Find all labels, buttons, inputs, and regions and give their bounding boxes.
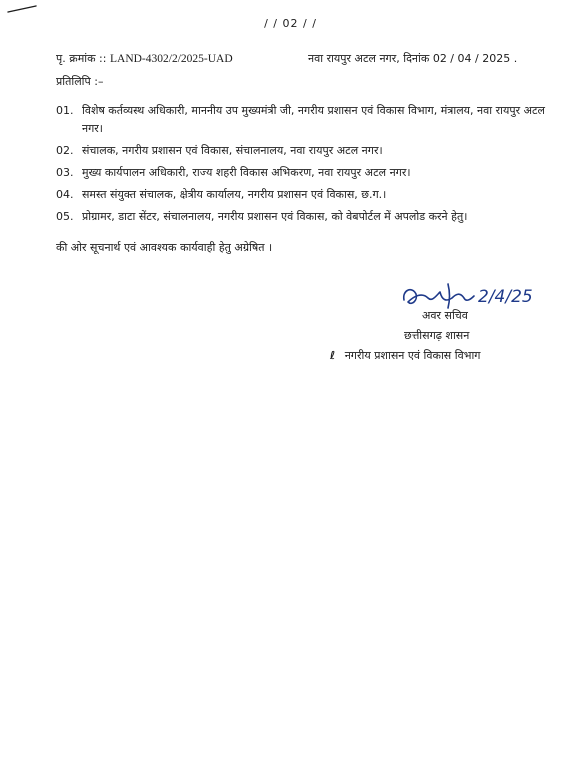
recipient-number: 05. — [56, 210, 74, 223]
recipient-text: प्रोग्रामर, डाटा सेंटर, संचालनालय, नगरीय प्रशासन एवं विकास, को वेबपोर्टल में अपलोड करने हेतु। — [82, 210, 468, 223]
signatory-government: छत्तीसगढ़ शासन — [404, 329, 470, 342]
signature-date: 2/4/25 — [478, 287, 533, 307]
copy-heading: प्रतिलिपि :– — [56, 75, 104, 88]
recipient-number: 02. — [56, 144, 74, 157]
reference-code: LAND-4302/2/2025-UAD — [109, 53, 233, 65]
recipient-text: संचालक, नगरीय प्रशासन एवं विकास, संचालनालय, नवा रायपुर अटल नगर। — [82, 144, 383, 157]
list-item — [56, 142, 566, 160]
reference-number — [56, 51, 233, 66]
recipient-number: 04. — [56, 188, 74, 201]
closing-line: की ओर सूचनार्थ एवं आवश्यक कार्यवाही हेतु अग्रेषित । — [56, 241, 273, 254]
department-name: नगरीय प्रशासन एवं विकास विभाग — [344, 349, 481, 362]
recipient-number: 01. — [56, 104, 74, 117]
initial-mark-icon: ℓ — [330, 349, 336, 362]
recipient-list — [56, 102, 566, 230]
signatory-designation: अवर सचिव — [422, 309, 468, 322]
recipient-text: समस्त संयुक्त संचालक, क्षेत्रीय कार्यालय, नगरीय प्रशासन एवं विकास, छ.ग.। — [82, 188, 387, 201]
issue-place-date: नवा रायपुर अटल नगर, दिनांक 02 / 04 / 2025 . — [308, 52, 518, 65]
list-item — [56, 102, 566, 138]
list-item — [56, 164, 566, 182]
reference-label: पृ. क्रमांक :: — [56, 52, 107, 65]
page-number: / / 02 / / — [264, 17, 317, 30]
recipient-number: 03. — [56, 166, 74, 179]
list-item — [56, 208, 566, 226]
list-item — [56, 186, 566, 204]
corner-pen-mark — [6, 4, 40, 14]
recipient-text: मुख्य कार्यपालन अधिकारी, राज्य शहरी विकास अभिकरण, नवा रायपुर अटल नगर। — [82, 166, 411, 179]
signatory-department — [330, 348, 480, 363]
recipient-text: विशेष कर्तव्यस्थ अधिकारी, माननीय उप मुख्यमंत्री जी, नगरीय प्रशासन एवं विकास विभाग, मंत्रालय, नवा रायपुर अटल नगर। — [82, 104, 545, 135]
